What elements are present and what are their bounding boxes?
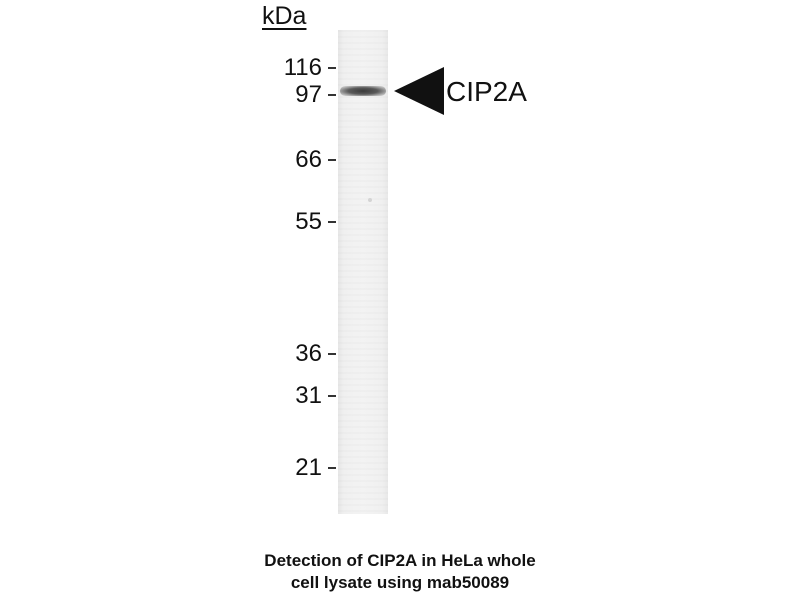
caption-line-2: cell lysate using mab50089: [290, 573, 510, 592]
marker-label-97: 97: [295, 81, 322, 108]
marker-label-55: 55: [295, 208, 322, 235]
marker-label-21: 21: [295, 454, 322, 481]
figure-caption: [0, 550, 800, 594]
marker-label-116: 116: [283, 54, 322, 81]
marker-label-66: 66: [295, 146, 322, 173]
unit-label-kda: kDa: [262, 2, 307, 30]
marker-label-36: 36: [295, 340, 322, 367]
marker-tick-97: [328, 94, 336, 96]
marker-tick-55: [328, 221, 336, 223]
protein-band: [340, 86, 386, 96]
arrow-icon: [394, 67, 444, 115]
gel-lane: [338, 30, 388, 514]
marker-tick-21: [328, 467, 336, 469]
band-label-cip2a: CIP2A: [446, 76, 527, 107]
marker-tick-116: [328, 67, 336, 69]
marker-tick-36: [328, 353, 336, 355]
marker-label-31: 31: [295, 382, 322, 409]
gel-speck: [368, 198, 372, 202]
marker-tick-66: [328, 159, 336, 161]
caption-line-1: Detection of CIP2A in HeLa whole: [264, 551, 536, 570]
marker-tick-31: [328, 395, 336, 397]
